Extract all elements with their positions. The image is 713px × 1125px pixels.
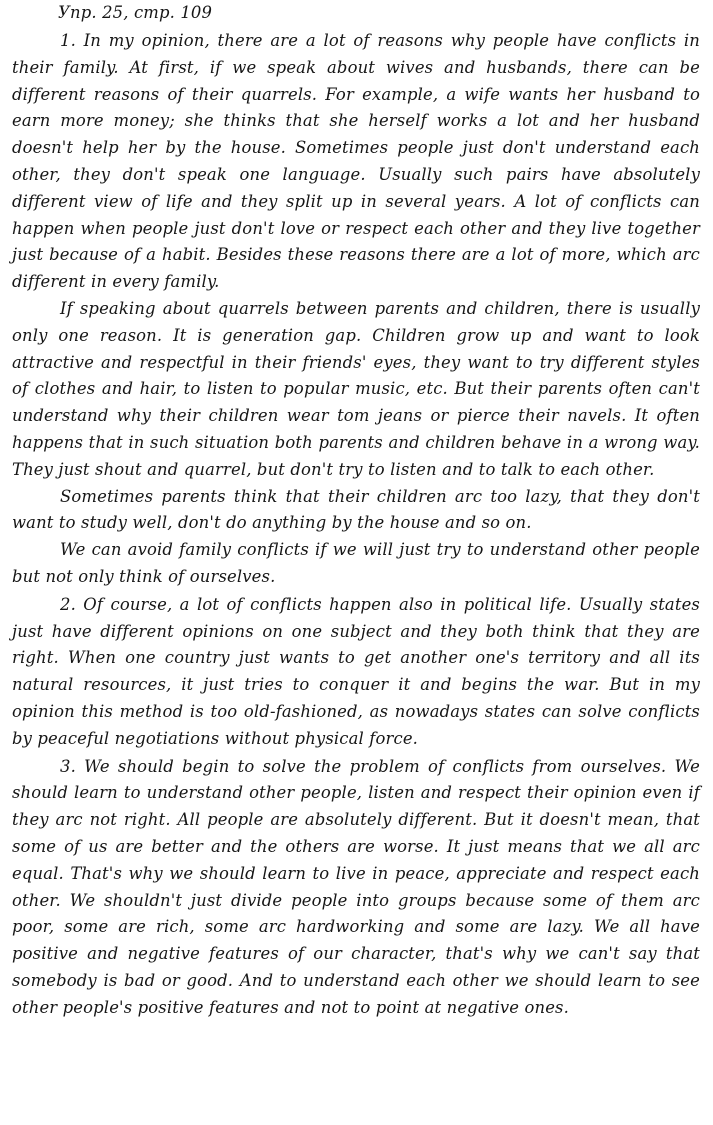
paragraph-lazy-children: Sometimes parents think that their children arc too lazy, that they don't want to study well, don't do anything by the house and so on. xyxy=(12,486,700,533)
exercise-heading: Упр. 25, стр. 109 xyxy=(58,3,213,22)
handwritten-essay-page xyxy=(12,0,700,1021)
paragraph-generation-gap: If speaking about quarrels between parents and children, there is usually only one reason. It is generation gap. Children grow up and want to look attractive and respectful in their friends' eyes, they want to try different styles of clothes and hair, to listen to popular music, etc. But their parents often can't understand why their children wear tom jeans or pierce their navels. It often happens that in such situation both parents and children behave in a wrong way. They just shout and quarrel, but don't try to listen and to talk to each other. xyxy=(12,298,700,479)
paragraph-political-conflicts: 2. Of course, a lot of conflicts happen also in political life. Usually states just have different opinions on one subject and they both think that they are right. When one country just wants to get another one's territory and all its natural resources, it just tries to conquer it and begins the war. But in my opinion this method is too old-fashioned, as nowadays states can solve conflicts by peaceful negotiations without physical force. xyxy=(12,594,700,748)
paragraph-family-conflicts: 1. In my opinion, there are a lot of reasons why people have conflicts in their family. At first, if we speak about wives and husbands, there can be different reasons of their quarrels. For example, a wife wants her husband to earn more money; she thinks that she herself works a lot and her husband doesn't help her by the house. Sometimes people just don't understand each other, they don't speak one language. Usually such pairs have absolutely different view of life and they split up in several years. A lot of conflicts can happen when people just don't love or respect each other and they live together just because of a habit. Besides these reasons there are a lot of more, which arc different in every family. xyxy=(12,31,700,292)
paragraph-avoid-conflicts: We can avoid family conflicts if we will just try to understand other people but not only think of ourselves. xyxy=(12,540,700,586)
paragraph-solve-from-ourselves: 3. We should begin to solve the problem of conflicts from ourselves. We should learn to understand other people, listen and respect their opinion even if they arc not right. All people are absolutely different. But it doesn't mean, that some of us are better and the others are worse. It just means that we all arc equal. That's why we should learn to live in peace, appreciate and respect each other. We shouldn't just divide people into groups because some of them arc poor, some are rich, some arc hardworking and some are lazy. We all have positive and negative features of our character, that's why we can't say that somebody is bad or good. And to understand each other we should learn to see other people's positive features and not to point at negative ones. xyxy=(12,756,700,1017)
